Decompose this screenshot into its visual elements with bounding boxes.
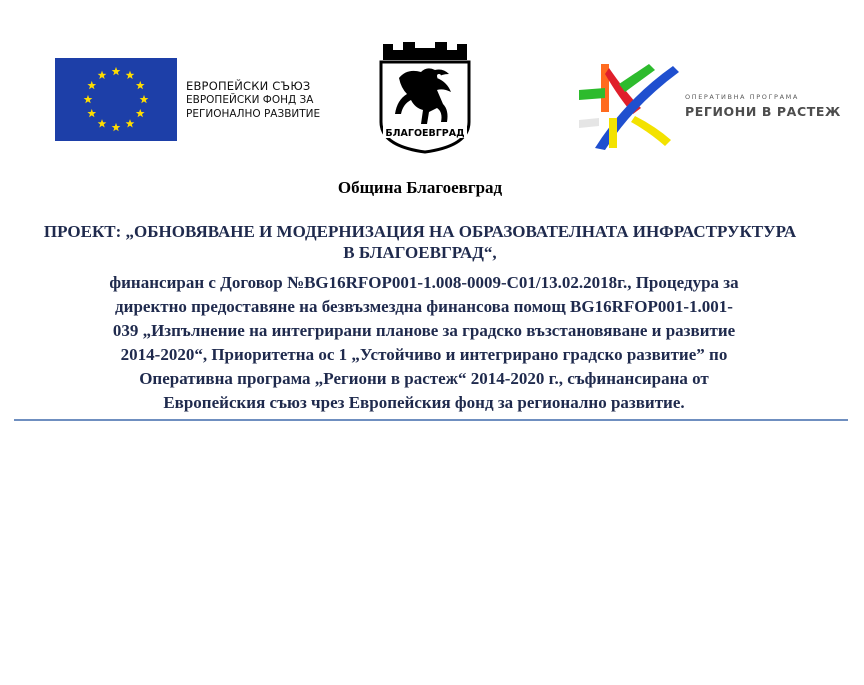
- financing-line: директно предоставяне на безвъзмездна финансова помощ BG16RFOP001-1.001-: [115, 297, 733, 316]
- regions-in-growth-mark-icon: [575, 60, 685, 152]
- project-title-line2: В БЛАГОЕВГРАД“,: [343, 243, 497, 262]
- financing-line: 2014-2020“, Приоритетна ос 1 „Устойчиво и интегрирано градско развитие” по: [120, 345, 728, 364]
- financing-paragraph: [14, 271, 834, 415]
- regions-logo-text: [685, 93, 841, 119]
- eu-logo-line2: ЕВРОПЕЙСКИ ФОНД ЗА: [186, 93, 314, 106]
- project-title: [0, 221, 840, 263]
- financing-line: Европейския съюз чрез Европейския фонд за регионално развитие.: [163, 393, 685, 412]
- logo-header: [0, 0, 864, 170]
- financing-line: 039 „Изпълнение на интегрирани планове за градско възстановяване и развитие: [112, 321, 736, 340]
- project-title-line1: ПРОЕКТ: „ОБНОВЯВАНЕ И МОДЕРНИЗАЦИЯ НА ОБРАЗОВАТЕЛНАТА ИНФРАСТРУКТУРА: [43, 222, 797, 241]
- municipality-heading: Община Благоевград: [337, 178, 503, 197]
- eu-logo: [55, 58, 320, 141]
- eu-logo-text: [186, 79, 320, 121]
- regions-logo-small: ОПЕРАТИВНА ПРОГРАМА: [685, 93, 799, 101]
- regions-in-growth-logo: [575, 60, 841, 152]
- financing-line: финансиран с Договор №BG16RFOP001-1.008-0009-C01/13.02.2018г., Процедура за: [109, 273, 739, 292]
- blagoevgrad-coat-of-arms-icon: [377, 38, 473, 154]
- financing-line: Оперативна програма „Региони в растеж“ 2014-2020 г., съфинансирана от: [139, 369, 709, 388]
- regions-logo-big: РЕГИОНИ В РАСТЕЖ: [685, 104, 841, 119]
- eu-logo-title: ЕВРОПЕЙСКИ СЪЮЗ: [186, 78, 311, 93]
- coat-of-arms-label: БЛАГОЕВГРАД: [385, 128, 465, 139]
- horizontal-divider: [14, 419, 848, 421]
- eu-logo-line3: РЕГИОНАЛНО РАЗВИТИЕ: [186, 107, 321, 120]
- eu-flag-icon: [55, 58, 177, 141]
